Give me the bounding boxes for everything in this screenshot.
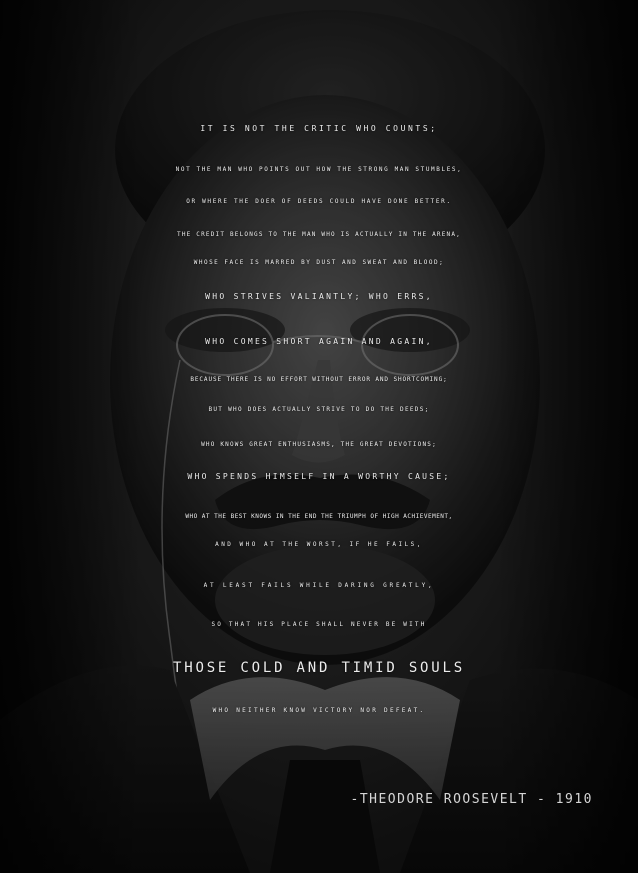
quote-line: WHO COMES SHORT AGAIN AND AGAIN, (205, 337, 433, 346)
quote-line: BECAUSE THERE IS NO EFFORT WITHOUT ERROR AND SHORTCOMING; (190, 376, 448, 383)
quote-line: THE CREDIT BELONGS TO THE MAN WHO IS ACTUALLY IN THE ARENA, (177, 231, 461, 238)
quote-line: WHO STRIVES VALIANTLY; WHO ERRS, (205, 292, 433, 301)
quote-line: THOSE COLD AND TIMID SOULS (173, 660, 465, 676)
quote-line: SO THAT HIS PLACE SHALL NEVER BE WITH (211, 621, 427, 628)
quote-line: WHO AT THE BEST KNOWS IN THE END THE TRIUMPH OF HIGH ACHIEVEMENT, (185, 513, 453, 520)
quote-line: WHOSE FACE IS MARRED BY DUST AND SWEAT AND BLOOD; (193, 259, 445, 266)
quote-line: WHO NEITHER KNOW VICTORY NOR DEFEAT. (212, 707, 426, 714)
quote-line: IT IS NOT THE CRITIC WHO COUNTS; (200, 124, 438, 133)
attribution: -THEODORE ROOSEVELT - 1910 (350, 792, 593, 807)
quote-line: AND WHO AT THE WORST, IF HE FAILS, (215, 541, 423, 548)
quote-line: AT LEAST FAILS WHILE DARING GREATLY, (203, 582, 435, 589)
quote-line: BUT WHO DOES ACTUALLY STRIVE TO DO THE DEEDS; (208, 406, 430, 413)
quote-line: WHO KNOWS GREAT ENTHUSIASMS, THE GREAT DEVOTIONS; (201, 441, 437, 448)
quote-line: OR WHERE THE DOER OF DEEDS COULD HAVE DONE BETTER. (186, 198, 452, 205)
quote-line: WHO SPENDS HIMSELF IN A WORTHY CAUSE; (187, 472, 451, 481)
quote-line: NOT THE MAN WHO POINTS OUT HOW THE STRONG MAN STUMBLES, (175, 166, 463, 173)
